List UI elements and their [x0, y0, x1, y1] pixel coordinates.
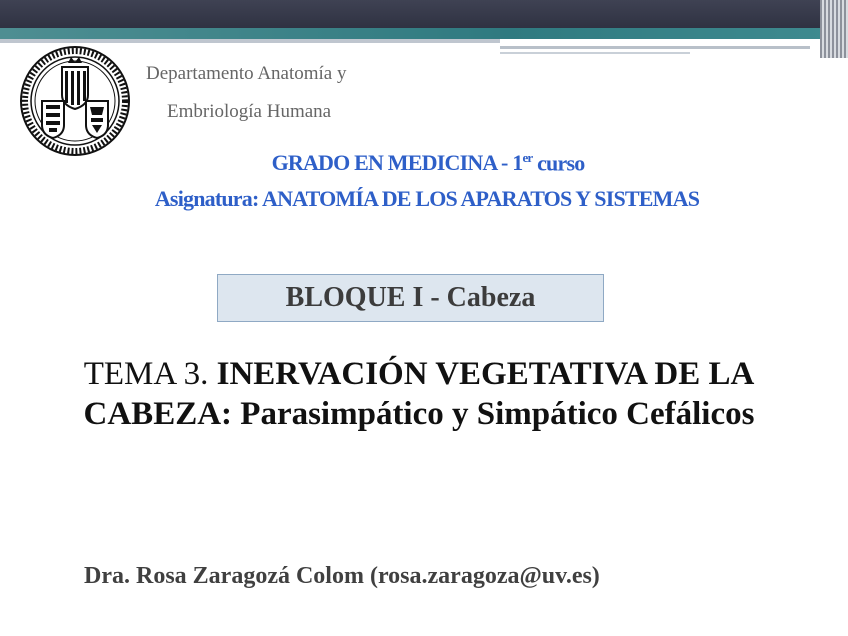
- block-label-box: [217, 274, 604, 322]
- department-name-line-2: Embriología Humana: [167, 101, 332, 122]
- top-teal-stripe: [0, 28, 848, 39]
- topic-title-line-2: CABEZA: Parasimpático y Simpático Cefálicos: [83, 396, 755, 432]
- top-divider-line: [0, 39, 500, 43]
- degree-suffix: curso: [532, 150, 585, 176]
- right-decorative-bars: [820, 0, 848, 58]
- topic-number: TEMA 3.: [83, 356, 217, 392]
- top-divider-line: [500, 52, 690, 54]
- subject-heading: Asignatura: ANATOMÍA DE LOS APARATOS Y SISTEMAS: [154, 186, 700, 211]
- department-name-line-1: Departamento Anatomía y: [146, 63, 347, 84]
- author-credit: Dra. Rosa Zaragozá Colom (rosa.zaragoza@uv.es): [84, 563, 600, 589]
- block-label: BLOQUE I - Cabeza: [285, 282, 536, 313]
- topic-title-part-1: INERVACIÓN VEGETATIVA DE LA: [216, 356, 755, 392]
- university-seal-icon: [18, 45, 133, 157]
- degree-text: GRADO EN MEDICINA - 1: [271, 150, 523, 176]
- topic-title-line-1: [0, 356, 843, 393]
- degree-ordinal: er: [522, 150, 533, 165]
- degree-heading: [0, 150, 848, 176]
- top-decorative-band: [0, 0, 848, 28]
- top-divider-line: [500, 46, 810, 49]
